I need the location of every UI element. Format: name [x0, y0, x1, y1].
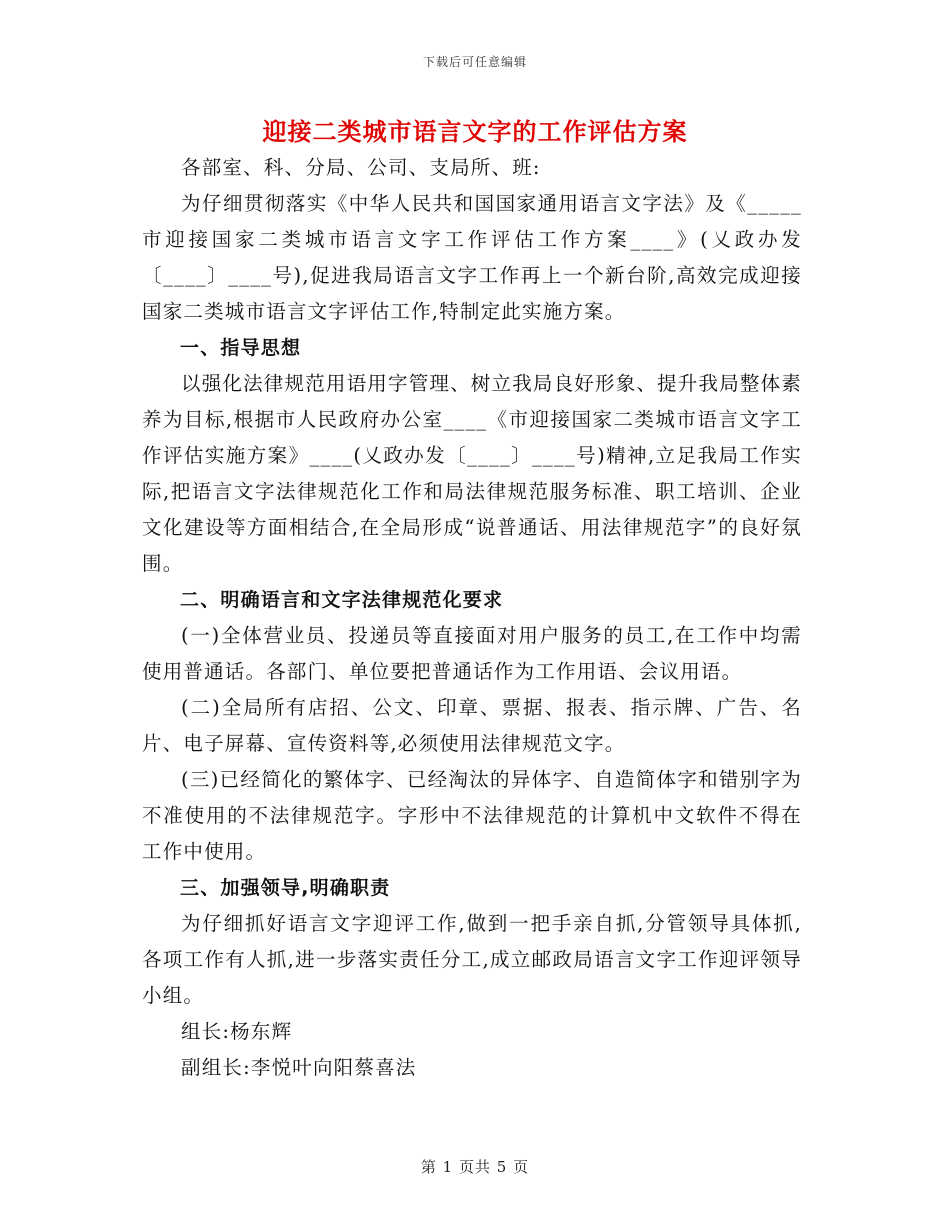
section-heading-3: 三、加强领导,明确职责 — [180, 877, 391, 899]
document-body — [142, 150, 802, 1086]
header-note: 下载后可任意编辑 — [422, 55, 527, 69]
page-number: 第 1 页共 5 页 — [420, 1158, 530, 1176]
requirement-item-1: (一)全体营业员、投递员等直接面对用户服务的员工,在工作中均需使用普通话。各部门、单位要把普通话作为工作用语、会议用语。 — [142, 624, 802, 683]
intro-paragraph: 为仔细贯彻落实《中华人民共和国国家通用语言文字法》及《_____市迎接国家二类城市语言文字工作评估工作方案____》(乂政办发〔____〕____号),促进我局语言文字工作再上一个新台阶,高效完成迎接国家二类城市语言文字评估工作,特制定此实施方案。 — [142, 192, 802, 323]
requirement-item-3: (三)已经简化的繁体字、已经淘汰的异体字、自造简体字和错别字为不准使用的不法律规范字。字形中不法律规范的计算机中文软件不得在工作中使用。 — [142, 768, 802, 863]
section1-paragraph: 以强化法律规范用语用字管理、树立我局良好形象、提升我局整体素养为目标,根据市人民政府办公室____《市迎接国家二类城市语言文字工作评估实施方案》____(乂政办发〔____〕____号)精神,立足我局工作实际,把语言文字法律规范化工作和局法律规范服务标准、职工培训、企业文化建设等方面相结合,在全局形成“说普通话、用法律规范字”的良好氛围。 — [142, 372, 803, 575]
salutation: 各部室、科、分局、公司、支局所、班: — [181, 156, 541, 179]
section3-paragraph: 为仔细抓好语言文字迎评工作,做到一把手亲自抓,分管领导具体抓,各项工作有人抓,进一步落实责任分工,成立邮政局语言文字工作迎评领导小组。 — [142, 912, 802, 1007]
section-heading-1: 一、指导思想 — [180, 337, 302, 359]
deputy-leader: 副组长:李悦叶向阳蔡喜法 — [181, 1056, 417, 1079]
document-title: 迎接二类城市语言文字的工作评估方案 — [262, 118, 688, 146]
section-heading-2: 二、明确语言和文字法律规范化要求 — [180, 589, 504, 611]
group-leader: 组长:杨东辉 — [181, 1020, 293, 1043]
requirement-item-2: (二)全局所有店招、公文、印章、票据、报表、指示牌、广告、名片、电子屏幕、宣传资料等,必须使用法律规范文字。 — [142, 696, 802, 755]
